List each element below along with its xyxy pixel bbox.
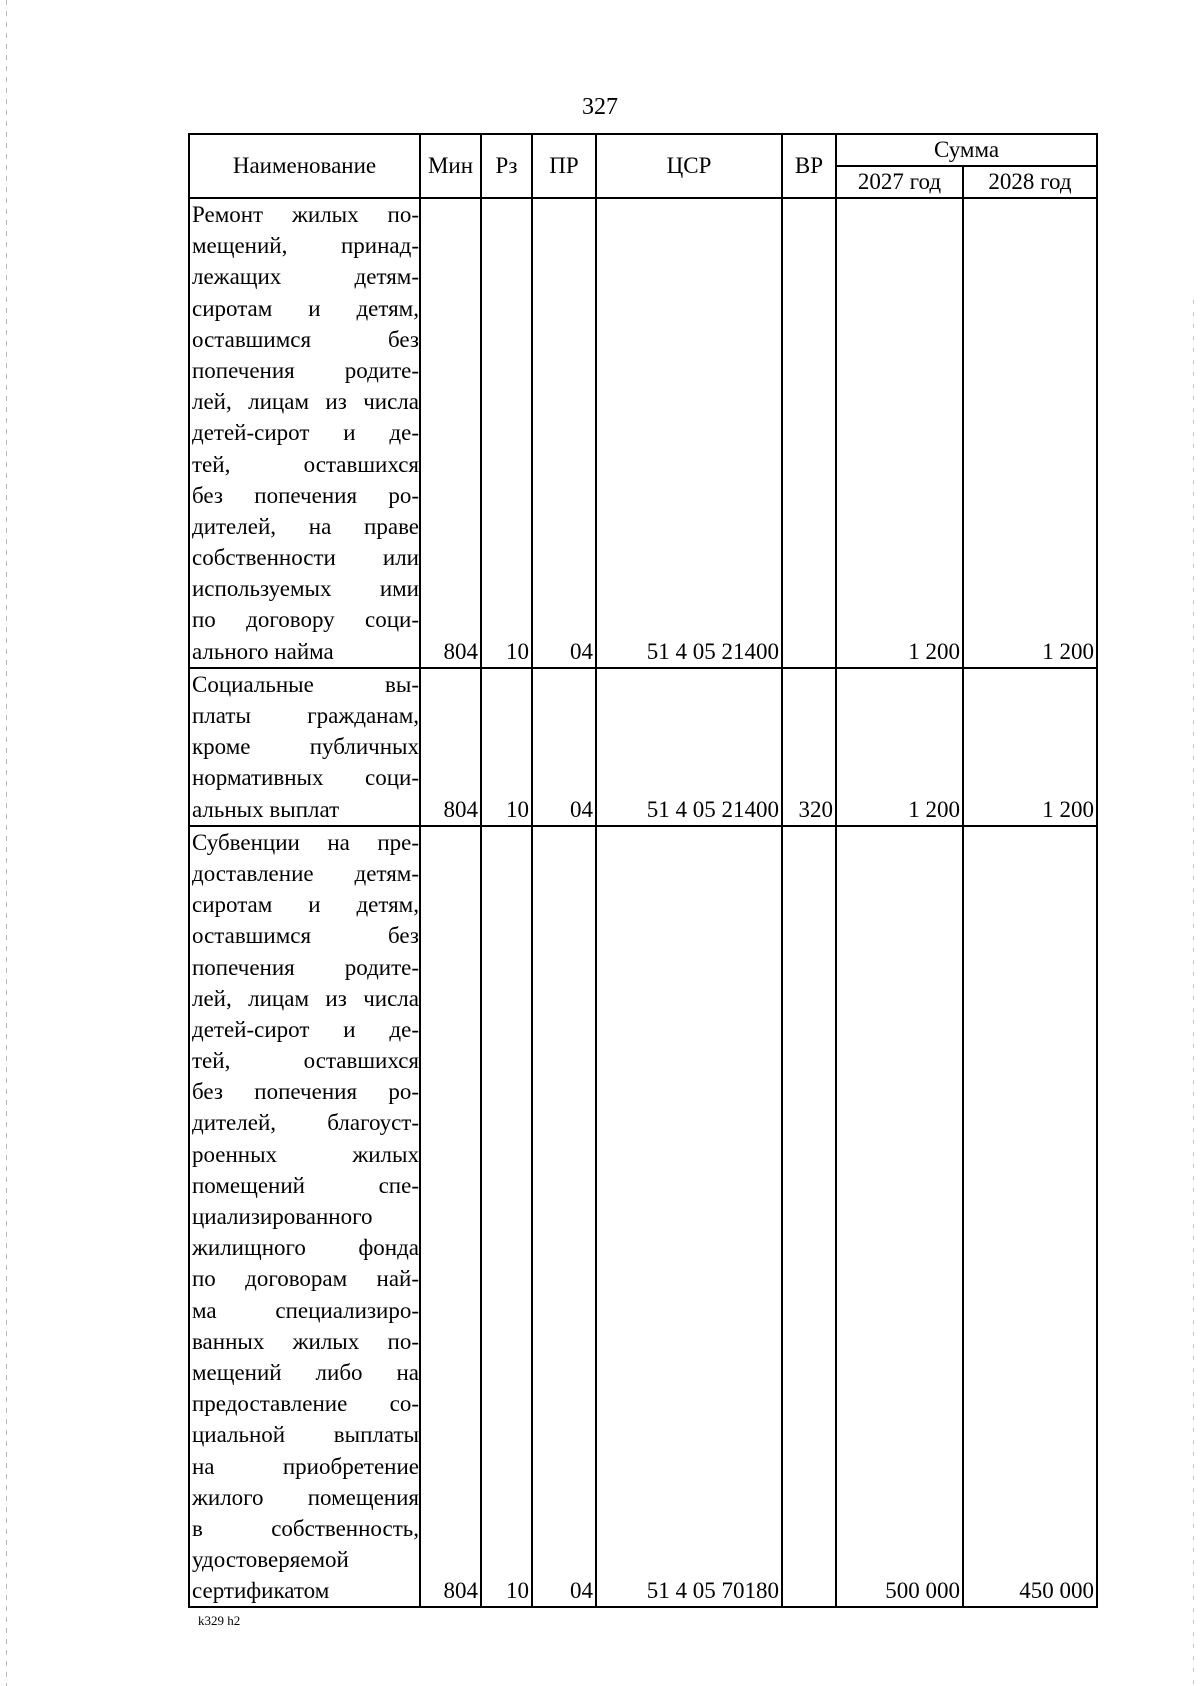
row-name-line: Социальные вы-	[192, 671, 419, 697]
cell-rz: 10	[481, 826, 532, 1608]
header-name: Наименование	[189, 134, 420, 198]
scan-edge-left	[6, 0, 7, 1686]
cell-vr	[782, 198, 836, 668]
row-name	[189, 668, 420, 826]
row-name-line: детей-сирот и де-	[192, 420, 419, 446]
row-name-line: ма специализиро-	[192, 1297, 419, 1323]
header-pr: ПР	[532, 134, 596, 198]
cell-csr: 51 4 05 21400	[596, 198, 782, 668]
row-name-line: кроме публичных	[192, 734, 419, 760]
row-name-line: платы гражданам,	[192, 703, 419, 728]
header-2028: 2028 год	[963, 166, 1097, 198]
budget-table	[188, 133, 1098, 1608]
cell-min: 804	[420, 198, 481, 668]
row-name-line: жилого помещения	[192, 1484, 419, 1510]
header-csr: ЦСР	[596, 134, 782, 198]
header-2027: 2027 год	[836, 166, 963, 198]
row-name-line: по договору соци-	[192, 607, 419, 633]
cell-y2028: 1 200	[963, 668, 1097, 826]
row-name-line: ального найма	[192, 638, 334, 664]
header-sum: Сумма	[836, 134, 1097, 166]
row-name-line: сертификатом	[192, 1578, 330, 1604]
row-name-line: мещений либо на	[192, 1359, 419, 1385]
row-name-line: сиротам и детям,	[192, 295, 419, 321]
cell-y2027: 1 200	[836, 198, 963, 668]
row-name-line: без попечения ро-	[192, 1079, 419, 1105]
row-name-line: Субвенции на пре-	[192, 829, 419, 855]
row-name-line: мещений, принад-	[192, 233, 419, 259]
header-rz: Рз	[481, 134, 532, 198]
cell-csr: 51 4 05 21400	[596, 668, 782, 826]
row-name-line: нормативных соци-	[192, 765, 419, 791]
row-name-line: попечения родите-	[192, 357, 419, 383]
row-name-line: альных выплат	[192, 796, 340, 822]
cell-csr: 51 4 05 70180	[596, 826, 782, 1608]
row-name-line: Ремонт жилых по-	[192, 202, 419, 227]
row-name-line: удостоверяемой	[192, 1547, 349, 1573]
row-name-line: дителей, на праве	[192, 513, 419, 539]
row-name-line: доставление детям-	[192, 860, 419, 886]
footer-code: k329 h2	[198, 1613, 241, 1628]
row-name-line: на приобретение	[192, 1453, 419, 1479]
cell-vr	[782, 826, 836, 1608]
row-name-line: попечения родите-	[192, 954, 419, 980]
row-name-line: жилищного фонда	[192, 1235, 419, 1261]
row-name-line: используемых ими	[192, 576, 419, 602]
row-name-line: помещений спе-	[192, 1172, 419, 1198]
cell-y2028: 450 000	[963, 826, 1097, 1608]
cell-pr: 04	[532, 826, 596, 1608]
row-name-line: по договорам най-	[192, 1266, 419, 1292]
row-name	[189, 826, 420, 1608]
row-name-line: детей-сирот и де-	[192, 1016, 419, 1042]
cell-min: 804	[420, 668, 481, 826]
row-name-line: ванных жилых по-	[192, 1328, 419, 1354]
cell-pr: 04	[532, 198, 596, 668]
table-row	[189, 826, 1097, 1608]
header-min: Мин	[420, 134, 481, 198]
row-name	[189, 198, 420, 668]
header-vr: ВР	[782, 134, 836, 198]
row-name-line: лей, лицам из числа	[192, 985, 419, 1011]
cell-min: 804	[420, 826, 481, 1608]
table-row	[189, 198, 1097, 668]
row-name-line: сиротам и детям,	[192, 892, 419, 918]
row-name-line: роенных жилых	[192, 1141, 419, 1167]
row-name-line: оставшимся без	[192, 326, 419, 352]
row-name-line: тей, оставшихся	[192, 1048, 419, 1074]
row-name-line: циальной выплаты	[192, 1422, 419, 1448]
cell-pr: 04	[532, 668, 596, 826]
cell-rz: 10	[481, 668, 532, 826]
row-name-line: циализированного	[192, 1204, 373, 1229]
cell-y2027: 1 200	[836, 668, 963, 826]
row-name-line: в собственность,	[192, 1515, 419, 1541]
row-name-line: лежащих детям-	[192, 264, 419, 290]
cell-vr: 320	[782, 668, 836, 826]
row-name-line: без попечения ро-	[192, 482, 419, 508]
row-name-line: оставшимся без	[192, 923, 419, 949]
cell-y2028: 1 200	[963, 198, 1097, 668]
row-name-line: предоставление со-	[192, 1391, 419, 1417]
row-name-line: лей, лицам из числа	[192, 389, 419, 415]
row-name-line: собственности или	[192, 545, 419, 571]
table-row	[189, 668, 1097, 826]
cell-y2027: 500 000	[836, 826, 963, 1608]
page-number: 327	[582, 94, 618, 120]
row-name-line: тей, оставшихся	[192, 451, 419, 477]
row-name-line: дителей, благоуст-	[192, 1110, 419, 1136]
scan-edge-right	[1193, 300, 1194, 1686]
cell-rz: 10	[481, 198, 532, 668]
